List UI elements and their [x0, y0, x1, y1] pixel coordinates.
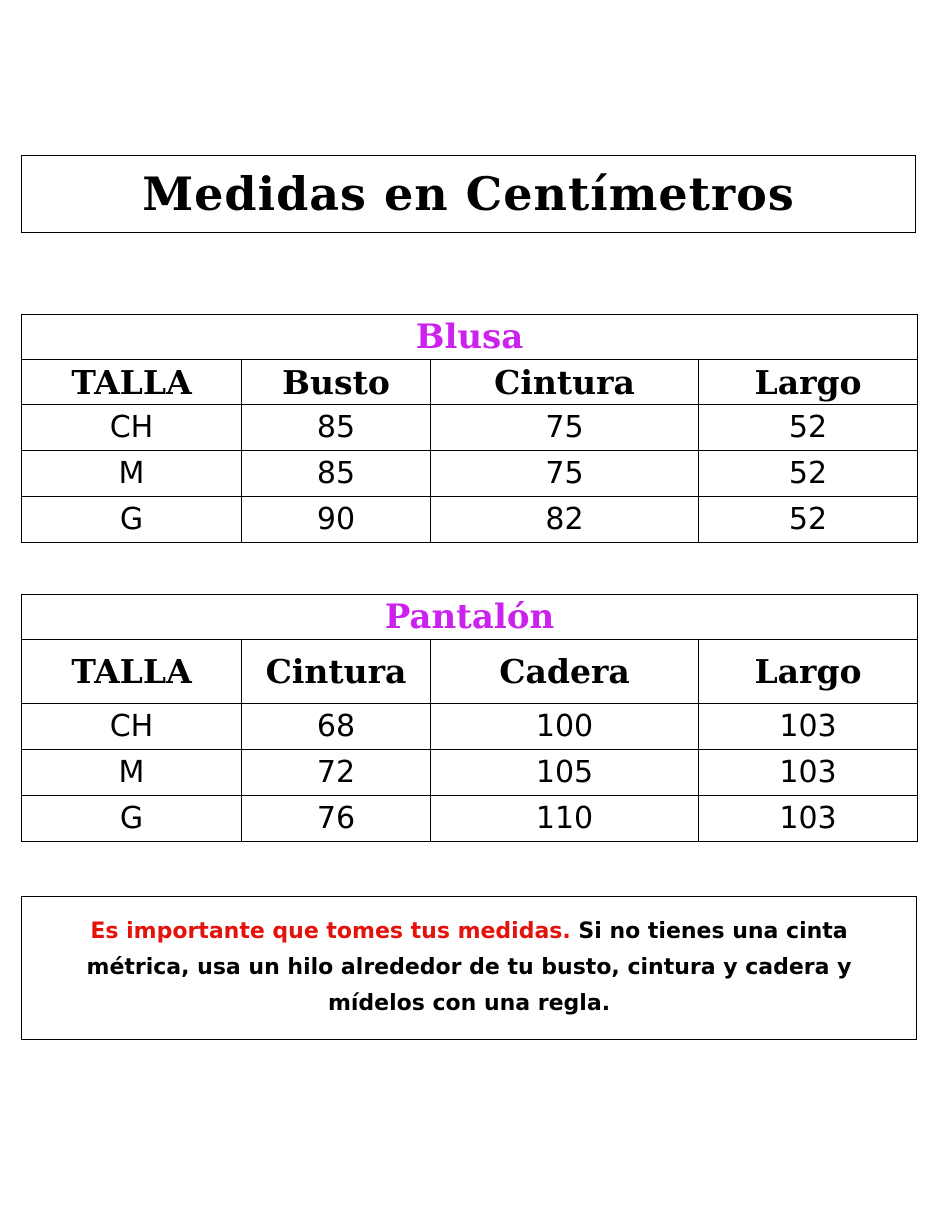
- size-cell: M: [22, 451, 242, 497]
- column-header-cintura: Cintura: [431, 360, 699, 405]
- column-header-cintura: Cintura: [242, 640, 431, 704]
- size-cell: CH: [22, 405, 242, 451]
- note-body: Si no tienes una cinta métrica, usa un hilo alrededor de tu busto, cintura y cadera y mídelos con una regla.: [86, 919, 852, 1016]
- largo-cell: 103: [699, 796, 918, 842]
- size-cell: M: [22, 750, 242, 796]
- cintura-cell: 75: [431, 451, 699, 497]
- blusa-header-row: [22, 360, 918, 405]
- note-highlight: Es importante que tomes tus medidas.: [90, 919, 571, 944]
- column-header-largo: Largo: [699, 640, 918, 704]
- busto-cell: 85: [242, 405, 431, 451]
- size-cell: G: [22, 796, 242, 842]
- page-title: Medidas en Centímetros: [142, 167, 795, 221]
- busto-cell: 90: [242, 497, 431, 543]
- measurement-note: [40, 914, 898, 1022]
- column-header-cadera: Cadera: [431, 640, 699, 704]
- largo-cell: 52: [699, 405, 918, 451]
- size-cell: CH: [22, 704, 242, 750]
- table-row: [22, 704, 918, 750]
- cadera-cell: 100: [431, 704, 699, 750]
- pantalon-size-table: [21, 594, 918, 842]
- largo-cell: 52: [699, 497, 918, 543]
- largo-cell: 103: [699, 704, 918, 750]
- title-box: [21, 155, 916, 233]
- blusa-size-table: [21, 314, 918, 543]
- cintura-cell: 75: [431, 405, 699, 451]
- column-header-largo: Largo: [699, 360, 918, 405]
- cintura-cell: 68: [242, 704, 431, 750]
- largo-cell: 103: [699, 750, 918, 796]
- cintura-cell: 76: [242, 796, 431, 842]
- cintura-cell: 82: [431, 497, 699, 543]
- size-cell: G: [22, 497, 242, 543]
- column-header-talla: TALLA: [22, 360, 242, 405]
- busto-cell: 85: [242, 451, 431, 497]
- table-row: [22, 405, 918, 451]
- largo-cell: 52: [699, 451, 918, 497]
- table-row: [22, 796, 918, 842]
- pantalon-table-title: Pantalón: [22, 595, 918, 640]
- table-row: [22, 451, 918, 497]
- measurement-note-box: [21, 896, 917, 1040]
- table-row: [22, 750, 918, 796]
- column-header-talla: TALLA: [22, 640, 242, 704]
- cintura-cell: 72: [242, 750, 431, 796]
- cadera-cell: 105: [431, 750, 699, 796]
- cadera-cell: 110: [431, 796, 699, 842]
- pantalon-header-row: [22, 640, 918, 704]
- blusa-table-title: Blusa: [22, 315, 918, 360]
- column-header-busto: Busto: [242, 360, 431, 405]
- table-row: [22, 497, 918, 543]
